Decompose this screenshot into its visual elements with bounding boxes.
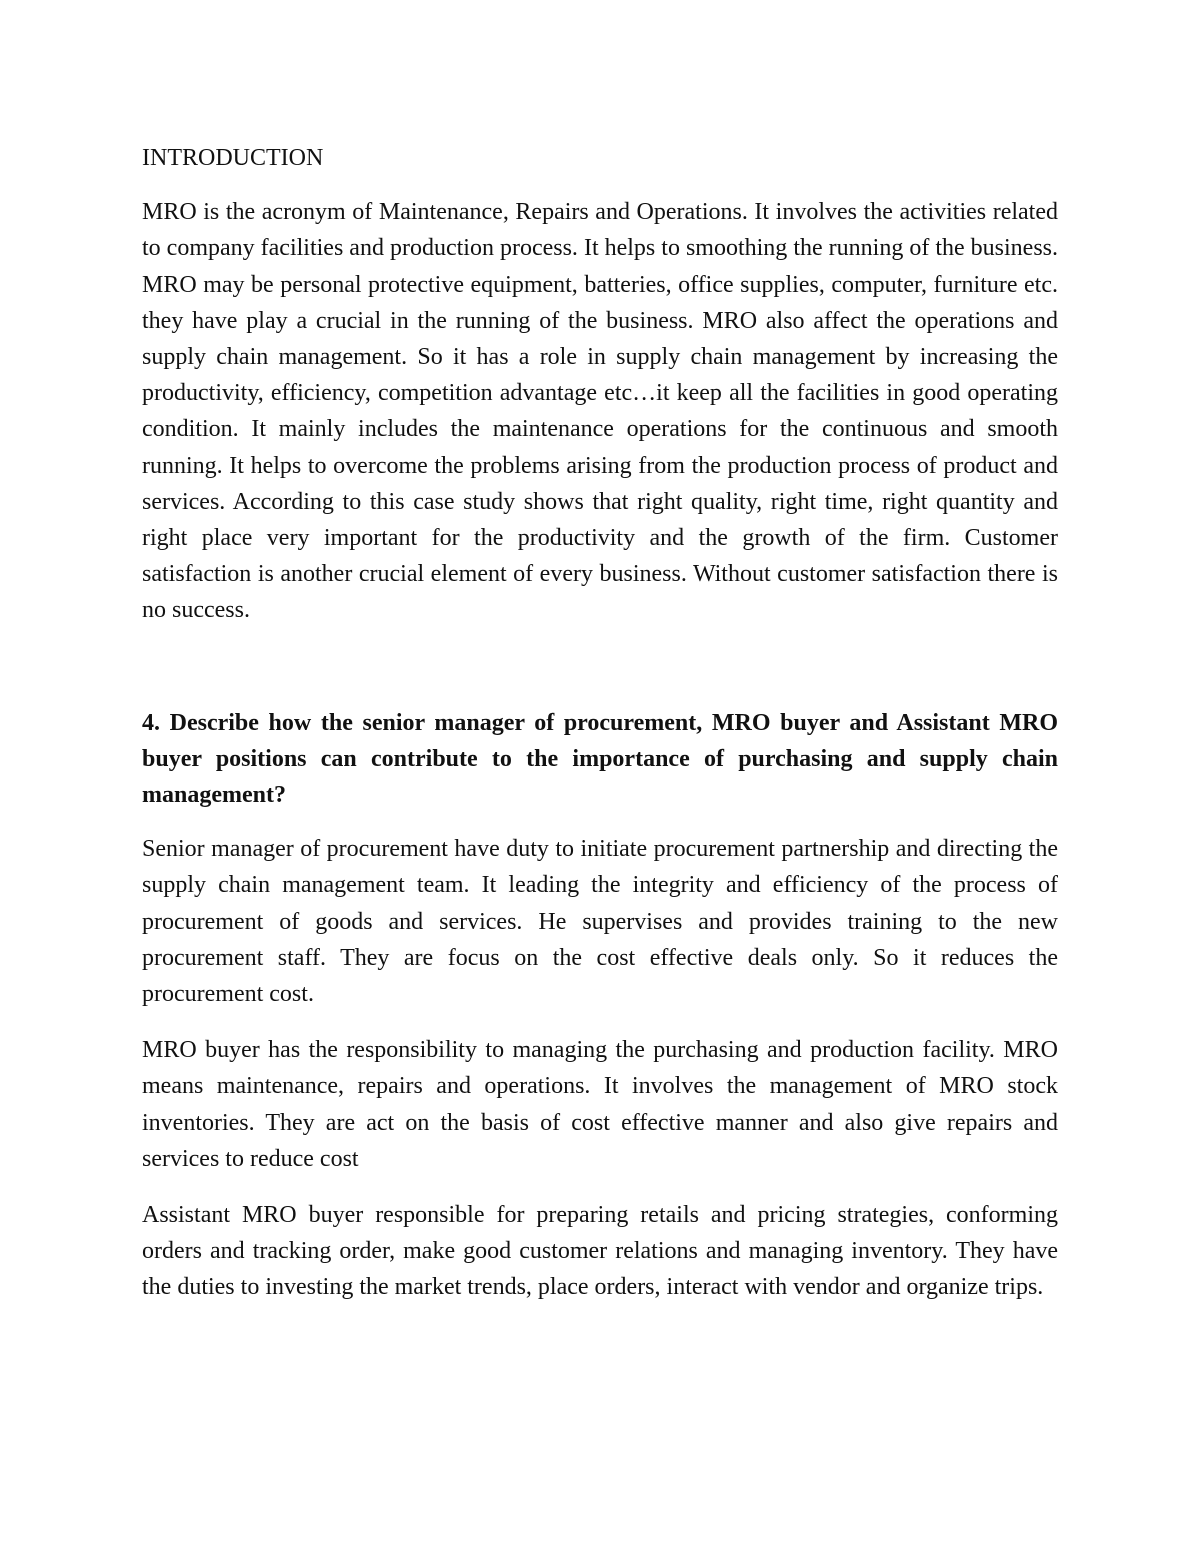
answer-assistant-mro-buyer: Assistant MRO buyer responsible for preparing retails and pricing strategies, conforming orders and tracking order, make good customer relations and managing inventory. They have the duties to investing the market trends, place orders, interact with vendor and organize trips.: [142, 1202, 1058, 1301]
introduction-paragraph: MRO is the acronym of Maintenance, Repairs and Operations. It involves the activities related to company facilities and production process. It helps to smoothing the running of the business. MRO may be personal protective equipment, batteries, office supplies, computer, furniture etc. they have play a crucial in the running of the business. MRO also affect the operations and supply chain management. So it has a role in supply chain management by increasing the productivity, efficiency, competition advantage etc…it keep all the facilities in good operating condition. It mainly includes the maintenance operations for the continuous and smooth running. It helps to overcome the problems arising from the production process of product and services. According to this case study shows that right quality, right time, right quantity and right place very important for the productivity and the growth of the firm. Customer satisfaction is another crucial element of every business. Without customer satisfaction there is no success.: [142, 199, 1058, 624]
document-body: [142, 140, 1058, 1326]
answer-mro-buyer: MRO buyer has the responsibility to managing the purchasing and production facility. MRO means maintenance, repairs and operations. It involves the management of MRO stock inventories. They are act on the basis of cost effective manner and also give repairs and services to reduce cost: [142, 1037, 1058, 1172]
question-heading: 4. Describe how the senior manager of procurement, MRO buyer and Assistant MRO buyer positions can contribute to the importance of purchasing and supply chain management?: [142, 709, 1058, 809]
introduction-heading: INTRODUCTION: [142, 145, 324, 171]
answer-senior-manager: Senior manager of procurement have duty to initiate procurement partnership and directing the supply chain management team. It leading the integrity and efficiency of the process of procurement of goods and services. He supervises and provides training to the new procurement staff. They are focus on the cost effective deals only. So it reduces the procurement cost.: [142, 836, 1058, 1008]
